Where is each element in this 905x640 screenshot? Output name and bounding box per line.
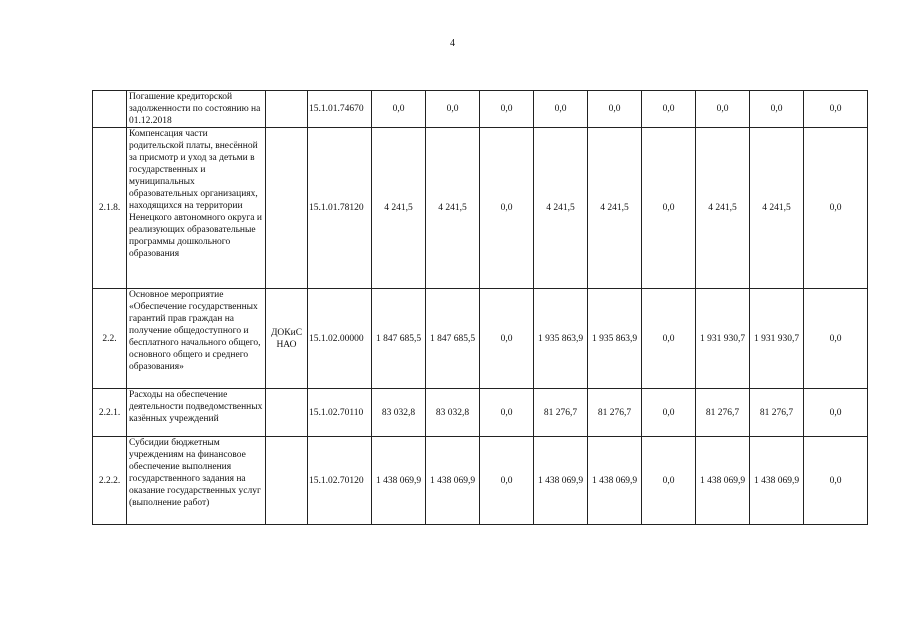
value-cell: 4 241,5: [426, 128, 480, 289]
value-cell: 1 438 069,9: [750, 437, 804, 525]
value-cell: 1 438 069,9: [426, 437, 480, 525]
table-row: [93, 128, 868, 289]
row-number: 2.2.: [93, 289, 127, 389]
table-row: [93, 437, 868, 525]
value-cell: 0,0: [480, 289, 534, 389]
value-cell: 0,0: [804, 91, 868, 128]
value-cell: 4 241,5: [750, 128, 804, 289]
table-row: [93, 289, 868, 389]
value-cell: 0,0: [480, 437, 534, 525]
value-cell: 0,0: [804, 389, 868, 437]
value-cell: 1 438 069,9: [588, 437, 642, 525]
value-cell: 1 931 930,7: [696, 289, 750, 389]
row-name: Расходы на обеспечение деятельности подведомственных казённых учреждений: [127, 389, 266, 437]
value-cell: 0,0: [642, 128, 696, 289]
value-cell: 1 931 930,7: [750, 289, 804, 389]
row-executor: [266, 437, 308, 525]
value-cell: 0,0: [642, 91, 696, 128]
value-cell: 4 241,5: [588, 128, 642, 289]
value-cell: 4 241,5: [372, 128, 426, 289]
value-cell: 1 438 069,9: [372, 437, 426, 525]
value-cell: 1 935 863,9: [534, 289, 588, 389]
value-cell: 0,0: [642, 289, 696, 389]
value-cell: 83 032,8: [372, 389, 426, 437]
value-cell: 1 847 685,5: [372, 289, 426, 389]
value-cell: 0,0: [804, 289, 868, 389]
value-cell: 1 935 863,9: [588, 289, 642, 389]
row-executor: ДОКиС НАО: [266, 289, 308, 389]
value-cell: 83 032,8: [426, 389, 480, 437]
value-cell: 81 276,7: [588, 389, 642, 437]
value-cell: 4 241,5: [534, 128, 588, 289]
value-cell: 81 276,7: [534, 389, 588, 437]
row-code: 15.1.02.00000: [308, 289, 372, 389]
value-cell: 0,0: [804, 437, 868, 525]
value-cell: 0,0: [642, 389, 696, 437]
value-cell: 0,0: [480, 389, 534, 437]
row-code: 15.1.01.78120: [308, 128, 372, 289]
row-code: 15.1.01.74670: [308, 91, 372, 128]
row-number: 2.2.2.: [93, 437, 127, 525]
value-cell: 0,0: [696, 91, 750, 128]
value-cell: 0,0: [588, 91, 642, 128]
value-cell: 0,0: [804, 128, 868, 289]
value-cell: 0,0: [642, 437, 696, 525]
value-cell: 0,0: [426, 91, 480, 128]
value-cell: 4 241,5: [696, 128, 750, 289]
value-cell: 0,0: [750, 91, 804, 128]
row-executor: [266, 128, 308, 289]
table-row: [93, 389, 868, 437]
row-executor: [266, 91, 308, 128]
value-cell: 0,0: [480, 128, 534, 289]
row-number: [93, 91, 127, 128]
row-executor: [266, 389, 308, 437]
value-cell: 81 276,7: [696, 389, 750, 437]
value-cell: 1 438 069,9: [534, 437, 588, 525]
row-name: Основное мероприятие «Обеспечение государственных гарантий прав граждан на получение общедоступного и бесплатного начального общего, основного общего и среднего образования»: [127, 289, 266, 389]
value-cell: 1 847 685,5: [426, 289, 480, 389]
row-number: 2.2.1.: [93, 389, 127, 437]
row-code: 15.1.02.70110: [308, 389, 372, 437]
value-cell: 0,0: [372, 91, 426, 128]
budget-table: [92, 90, 868, 525]
row-code: 15.1.02.70120: [308, 437, 372, 525]
value-cell: 0,0: [480, 91, 534, 128]
row-number: 2.1.8.: [93, 128, 127, 289]
table-row: [93, 91, 868, 128]
value-cell: 0,0: [534, 91, 588, 128]
value-cell: 1 438 069,9: [696, 437, 750, 525]
value-cell: 81 276,7: [750, 389, 804, 437]
page-number: 4: [450, 38, 455, 49]
row-name: Субсидии бюджетным учреждениям на финансовое обеспечение выполнения государственного задания на оказание государственных услуг (выполнение работ): [127, 437, 266, 525]
row-name: Погашение кредиторской задолженности по состоянию на 01.12.2018: [127, 91, 266, 128]
row-name: Компенсация части родительской платы, внесённой за присмотр и уход за детьми в государственных и муниципальных образовательных организациях, находящихся на территории Ненецкого автономного округа и реализующих образовательные программы дошкольного образования: [127, 128, 266, 289]
